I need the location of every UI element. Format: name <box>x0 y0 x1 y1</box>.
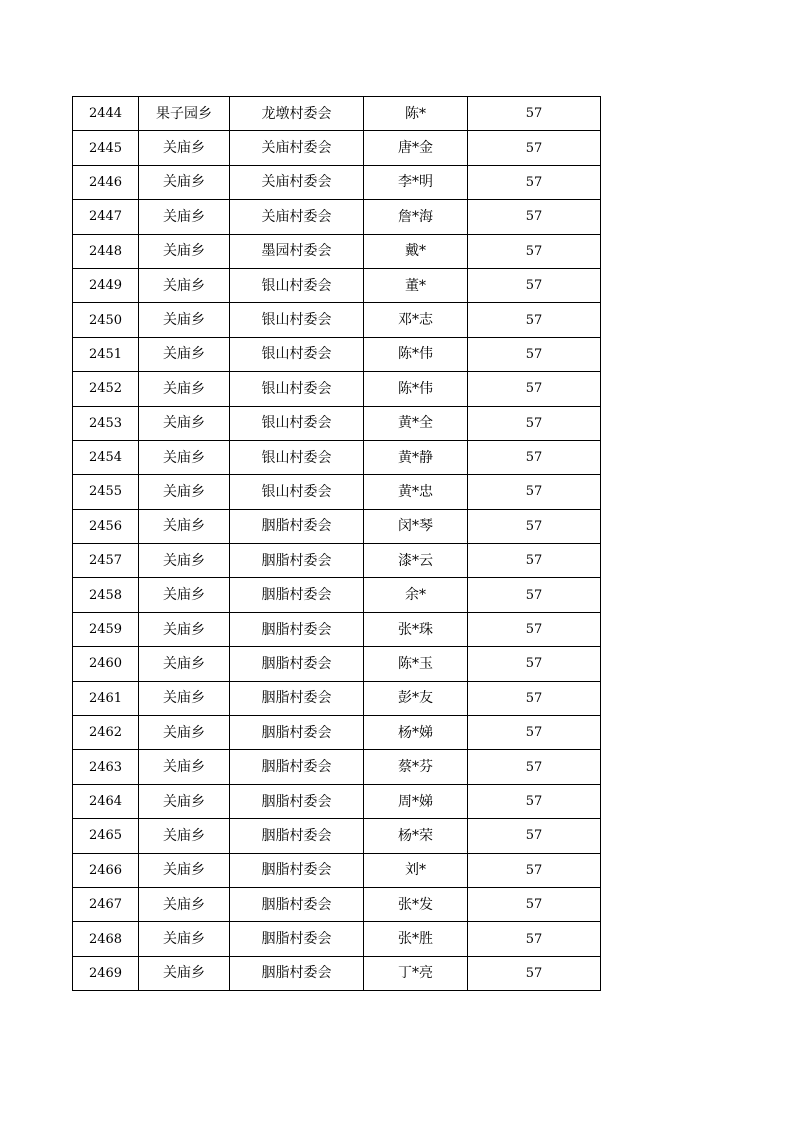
amount-cell: 57 <box>468 578 601 612</box>
table-row <box>73 578 601 612</box>
table-body <box>73 97 601 991</box>
village-committee-cell: 墨园村委会 <box>230 234 364 268</box>
township-cell: 关庙乡 <box>139 303 230 337</box>
row-number-cell: 2468 <box>73 922 139 956</box>
township-cell: 关庙乡 <box>139 200 230 234</box>
table-row <box>73 131 601 165</box>
table-row <box>73 956 601 990</box>
row-number-cell: 2445 <box>73 131 139 165</box>
person-name-cell: 彭*友 <box>364 681 468 715</box>
amount-cell: 57 <box>468 131 601 165</box>
amount-cell: 57 <box>468 234 601 268</box>
village-committee-cell: 胭脂村委会 <box>230 509 364 543</box>
amount-cell: 57 <box>468 440 601 474</box>
township-cell: 关庙乡 <box>139 750 230 784</box>
village-committee-cell: 胭脂村委会 <box>230 544 364 578</box>
amount-cell: 57 <box>468 509 601 543</box>
person-name-cell: 余* <box>364 578 468 612</box>
village-committee-cell: 银山村委会 <box>230 337 364 371</box>
table-row <box>73 337 601 371</box>
amount-cell: 57 <box>468 475 601 509</box>
village-committee-cell: 银山村委会 <box>230 475 364 509</box>
village-committee-cell: 胭脂村委会 <box>230 578 364 612</box>
row-number-cell: 2457 <box>73 544 139 578</box>
table-row <box>73 647 601 681</box>
village-committee-cell: 胭脂村委会 <box>230 887 364 921</box>
row-number-cell: 2453 <box>73 406 139 440</box>
amount-cell: 57 <box>468 268 601 302</box>
amount-cell: 57 <box>468 819 601 853</box>
table-row <box>73 681 601 715</box>
village-committee-cell: 胭脂村委会 <box>230 612 364 646</box>
village-committee-cell: 银山村委会 <box>230 303 364 337</box>
amount-cell: 57 <box>468 372 601 406</box>
township-cell: 关庙乡 <box>139 819 230 853</box>
row-number-cell: 2447 <box>73 200 139 234</box>
row-number-cell: 2456 <box>73 509 139 543</box>
table-row <box>73 440 601 474</box>
table-row <box>73 268 601 302</box>
row-number-cell: 2461 <box>73 681 139 715</box>
amount-cell: 57 <box>468 406 601 440</box>
row-number-cell: 2454 <box>73 440 139 474</box>
row-number-cell: 2448 <box>73 234 139 268</box>
township-cell: 关庙乡 <box>139 337 230 371</box>
village-committee-cell: 胭脂村委会 <box>230 647 364 681</box>
amount-cell: 57 <box>468 165 601 199</box>
person-name-cell: 陈*玉 <box>364 647 468 681</box>
village-committee-cell: 胭脂村委会 <box>230 922 364 956</box>
village-committee-cell: 胭脂村委会 <box>230 853 364 887</box>
amount-cell: 57 <box>468 647 601 681</box>
table-row <box>73 922 601 956</box>
row-number-cell: 2463 <box>73 750 139 784</box>
table-row <box>73 234 601 268</box>
township-cell: 关庙乡 <box>139 922 230 956</box>
row-number-cell: 2469 <box>73 956 139 990</box>
row-number-cell: 2449 <box>73 268 139 302</box>
person-name-cell: 杨*荣 <box>364 819 468 853</box>
township-cell: 关庙乡 <box>139 887 230 921</box>
township-cell: 关庙乡 <box>139 475 230 509</box>
row-number-cell: 2460 <box>73 647 139 681</box>
amount-cell: 57 <box>468 887 601 921</box>
person-name-cell: 董* <box>364 268 468 302</box>
table-row <box>73 716 601 750</box>
person-name-cell: 刘* <box>364 853 468 887</box>
person-name-cell: 闵*琴 <box>364 509 468 543</box>
person-name-cell: 蔡*芬 <box>364 750 468 784</box>
village-committee-cell: 胭脂村委会 <box>230 750 364 784</box>
township-cell: 关庙乡 <box>139 165 230 199</box>
person-name-cell: 漆*云 <box>364 544 468 578</box>
row-number-cell: 2464 <box>73 784 139 818</box>
township-cell: 关庙乡 <box>139 612 230 646</box>
township-cell: 关庙乡 <box>139 784 230 818</box>
village-committee-cell: 龙墩村委会 <box>230 97 364 131</box>
row-number-cell: 2446 <box>73 165 139 199</box>
village-committee-cell: 关庙村委会 <box>230 165 364 199</box>
row-number-cell: 2466 <box>73 853 139 887</box>
table-row <box>73 853 601 887</box>
person-name-cell: 陈* <box>364 97 468 131</box>
row-number-cell: 2458 <box>73 578 139 612</box>
amount-cell: 57 <box>468 544 601 578</box>
village-committee-cell: 胭脂村委会 <box>230 681 364 715</box>
amount-cell: 57 <box>468 303 601 337</box>
row-number-cell: 2455 <box>73 475 139 509</box>
township-cell: 关庙乡 <box>139 647 230 681</box>
table-row <box>73 887 601 921</box>
person-name-cell: 丁*亮 <box>364 956 468 990</box>
table-row <box>73 544 601 578</box>
amount-cell: 57 <box>468 956 601 990</box>
row-number-cell: 2459 <box>73 612 139 646</box>
row-number-cell: 2462 <box>73 716 139 750</box>
person-name-cell: 詹*海 <box>364 200 468 234</box>
amount-cell: 57 <box>468 337 601 371</box>
amount-cell: 57 <box>468 922 601 956</box>
person-name-cell: 周*娣 <box>364 784 468 818</box>
person-name-cell: 陈*伟 <box>364 372 468 406</box>
township-cell: 关庙乡 <box>139 268 230 302</box>
subsidy-table <box>72 96 601 991</box>
township-cell: 关庙乡 <box>139 716 230 750</box>
person-name-cell: 黄*静 <box>364 440 468 474</box>
amount-cell: 57 <box>468 612 601 646</box>
row-number-cell: 2450 <box>73 303 139 337</box>
row-number-cell: 2452 <box>73 372 139 406</box>
person-name-cell: 陈*伟 <box>364 337 468 371</box>
village-committee-cell: 胭脂村委会 <box>230 784 364 818</box>
township-cell: 关庙乡 <box>139 853 230 887</box>
table-row <box>73 372 601 406</box>
amount-cell: 57 <box>468 681 601 715</box>
township-cell: 关庙乡 <box>139 440 230 474</box>
amount-cell: 57 <box>468 750 601 784</box>
row-number-cell: 2465 <box>73 819 139 853</box>
table-row <box>73 750 601 784</box>
table-row <box>73 819 601 853</box>
township-cell: 关庙乡 <box>139 131 230 165</box>
person-name-cell: 邓*志 <box>364 303 468 337</box>
row-number-cell: 2444 <box>73 97 139 131</box>
township-cell: 关庙乡 <box>139 234 230 268</box>
person-name-cell: 戴* <box>364 234 468 268</box>
table-row <box>73 612 601 646</box>
village-committee-cell: 关庙村委会 <box>230 131 364 165</box>
amount-cell: 57 <box>468 716 601 750</box>
table-row <box>73 784 601 818</box>
township-cell: 关庙乡 <box>139 578 230 612</box>
township-cell: 关庙乡 <box>139 372 230 406</box>
person-name-cell: 唐*金 <box>364 131 468 165</box>
village-committee-cell: 银山村委会 <box>230 406 364 440</box>
table-row <box>73 200 601 234</box>
person-name-cell: 黄*全 <box>364 406 468 440</box>
village-committee-cell: 胭脂村委会 <box>230 716 364 750</box>
table-row <box>73 303 601 337</box>
village-committee-cell: 银山村委会 <box>230 372 364 406</box>
amount-cell: 57 <box>468 784 601 818</box>
township-cell: 关庙乡 <box>139 956 230 990</box>
table-row <box>73 509 601 543</box>
amount-cell: 57 <box>468 853 601 887</box>
amount-cell: 57 <box>468 97 601 131</box>
township-cell: 果子园乡 <box>139 97 230 131</box>
table-row <box>73 97 601 131</box>
row-number-cell: 2451 <box>73 337 139 371</box>
table-row <box>73 165 601 199</box>
person-name-cell: 杨*娣 <box>364 716 468 750</box>
township-cell: 关庙乡 <box>139 681 230 715</box>
village-committee-cell: 银山村委会 <box>230 268 364 302</box>
table-row <box>73 475 601 509</box>
township-cell: 关庙乡 <box>139 406 230 440</box>
amount-cell: 57 <box>468 200 601 234</box>
person-name-cell: 张*发 <box>364 887 468 921</box>
person-name-cell: 张*胜 <box>364 922 468 956</box>
village-committee-cell: 胭脂村委会 <box>230 819 364 853</box>
person-name-cell: 李*明 <box>364 165 468 199</box>
village-committee-cell: 关庙村委会 <box>230 200 364 234</box>
township-cell: 关庙乡 <box>139 544 230 578</box>
village-committee-cell: 银山村委会 <box>230 440 364 474</box>
row-number-cell: 2467 <box>73 887 139 921</box>
person-name-cell: 张*珠 <box>364 612 468 646</box>
village-committee-cell: 胭脂村委会 <box>230 956 364 990</box>
township-cell: 关庙乡 <box>139 509 230 543</box>
table-row <box>73 406 601 440</box>
person-name-cell: 黄*忠 <box>364 475 468 509</box>
